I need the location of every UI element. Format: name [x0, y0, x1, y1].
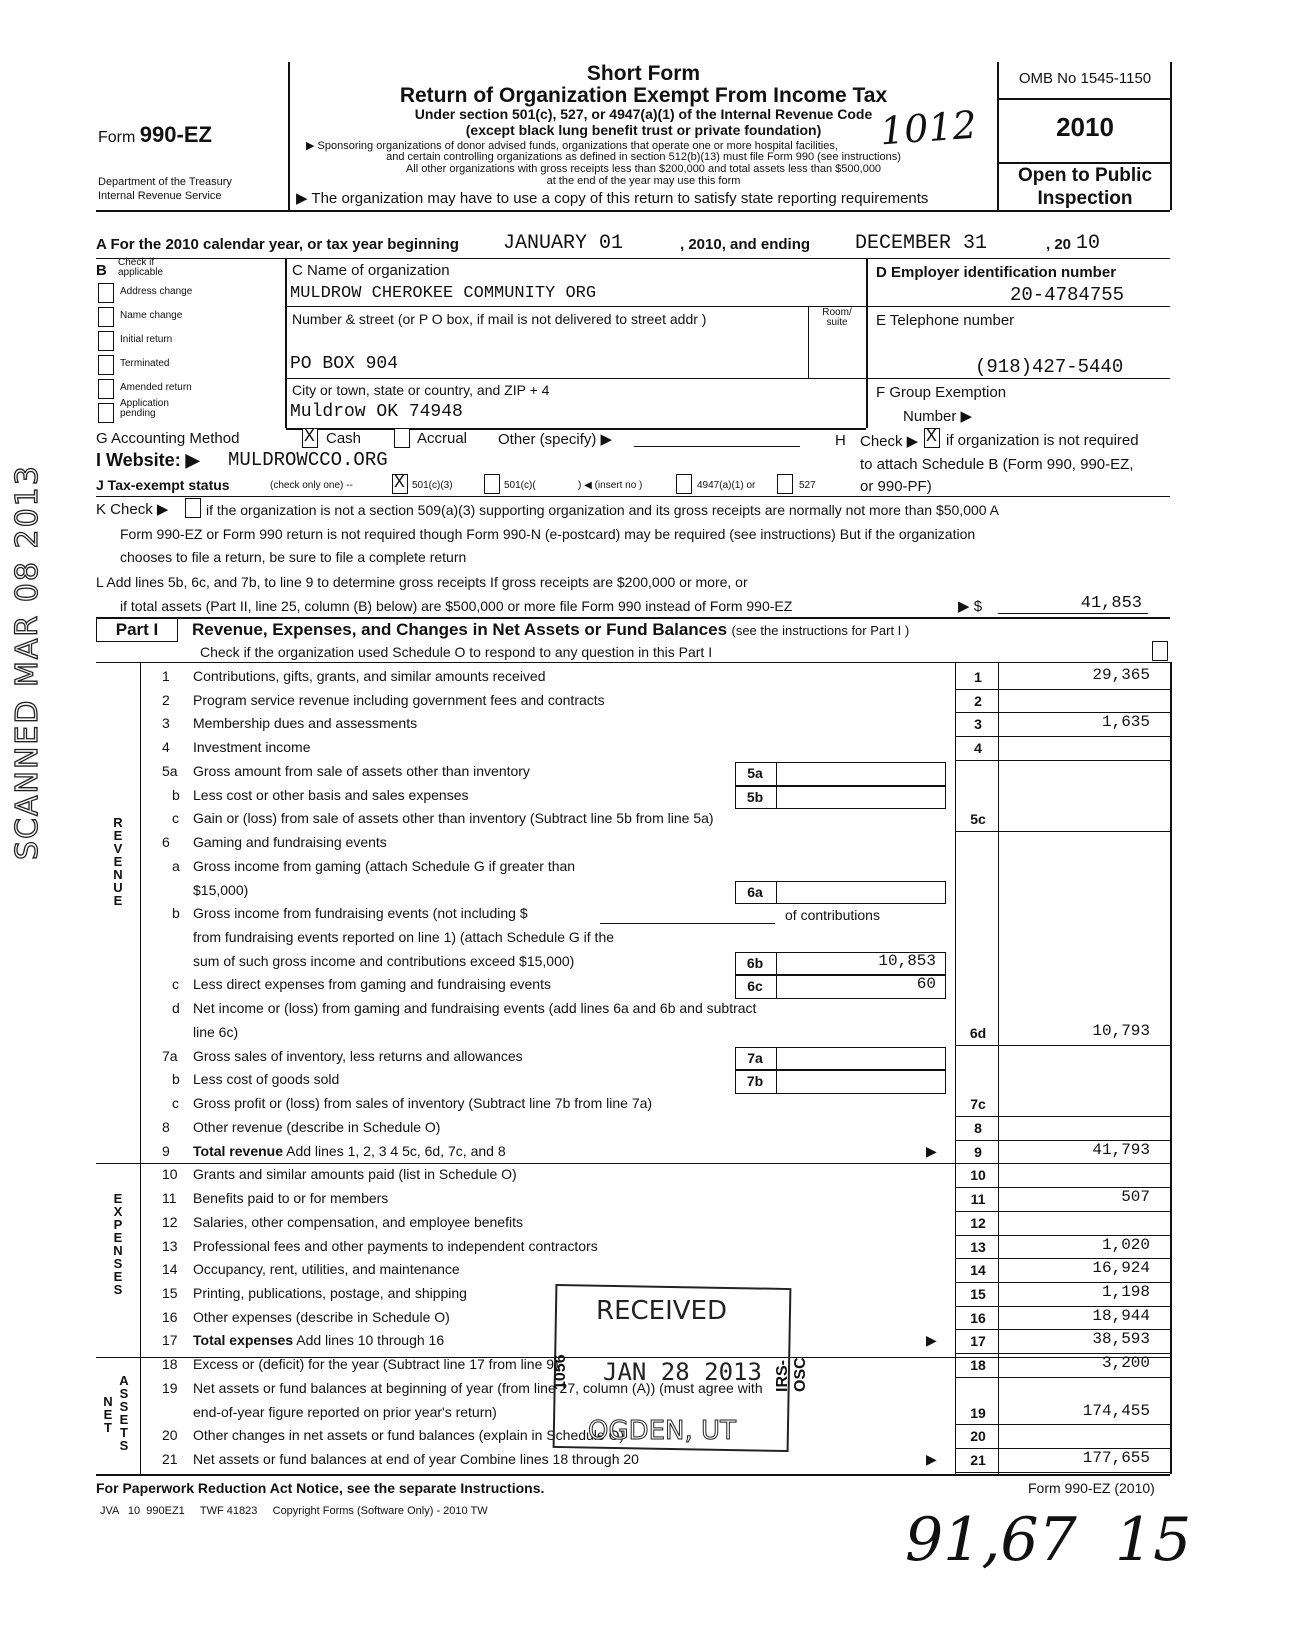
line-ref-15: 15 [970, 1285, 986, 1302]
line-description [193, 1095, 652, 1111]
line-amount-3[interactable]: 1,635 [1101, 713, 1150, 732]
k-text-2: Form 990-EZ or Form 990 return is not required though Form 990-N (e-postcard) may be required (see instructions) But if the organization [120, 526, 976, 542]
line-amount-15[interactable]: 1,198 [1101, 1282, 1150, 1301]
side-letter: E [119, 1412, 129, 1427]
sub-ref-6c: 6c [747, 978, 763, 995]
website-label: I Website: ▶ [96, 450, 200, 470]
line-number: c [172, 976, 179, 993]
sub-amount-box [776, 1070, 946, 1094]
line-ref-12: 12 [970, 1214, 986, 1231]
b-label: B [96, 262, 107, 279]
open-public-2: Inspection [1037, 188, 1133, 209]
501c-label: 501(c)( [504, 480, 536, 491]
line-description-text: Less cost of goods sold [193, 1071, 340, 1088]
line-description [193, 763, 530, 779]
side-letter: E [113, 1191, 123, 1206]
row-rule [955, 689, 1170, 690]
line-ref-10: 10 [970, 1167, 986, 1184]
line-description-text: Less direct expenses from gaming and fundraising events [193, 976, 551, 993]
line-description [193, 1285, 467, 1301]
h-text-2: to attach Schedule B (Form 990, 990-EZ, [860, 456, 1134, 473]
line-amount-16[interactable]: 18,944 [1092, 1306, 1150, 1325]
line-description-text: Occupancy, rent, utilities, and maintenance [193, 1261, 460, 1278]
k-checkbox[interactable] [185, 498, 201, 518]
line-description [193, 1048, 523, 1064]
line-ref-9: 9 [974, 1143, 982, 1160]
line-description-text: Excess or (deficit) for the year (Subtract line 17 from line 9) [193, 1356, 559, 1373]
line-description [193, 1190, 388, 1206]
tax-year-end[interactable]: DECEMBER 31 [855, 232, 988, 255]
cash-checkbox[interactable] [302, 428, 318, 448]
line-number: 15 [162, 1284, 178, 1301]
l-text-1: L Add lines 5b, 6c, and 7b, to line 9 to determine gross receipts If gross receipts are $200,000 or more, or [96, 574, 748, 590]
line-description-text: Gross profit or (loss) from sales of inventory (Subtract line 7b from line 7a) [193, 1095, 653, 1112]
side-letter: T [120, 1425, 128, 1440]
h-text-3: or 990-PF) [860, 478, 932, 495]
phone-value[interactable]: (918)427-5440 [975, 356, 1124, 378]
schedule-b-checkbox[interactable] [924, 428, 940, 448]
line-description [193, 882, 248, 898]
line-description-text: Less cost or other basis and sales expenses [193, 786, 469, 803]
other-method-label: Other (specify) ▶ [498, 431, 613, 448]
line-a-yr-label: , 20 [1046, 236, 1072, 253]
line-description [193, 1261, 460, 1277]
cash-label: Cash [326, 430, 362, 447]
phone-label: E Telephone number [876, 312, 1015, 329]
line-number: 14 [162, 1261, 178, 1278]
row-rule [955, 831, 1170, 832]
side-letter: S [113, 1282, 123, 1297]
line-description-text: Total expenses [193, 1332, 294, 1349]
line-description-text: from fundraising events reported on line 1) (attach Schedule G if the [193, 929, 615, 946]
line-description [193, 787, 469, 803]
form-reference: Form 990-EZ (2010) [1028, 1480, 1155, 1496]
terminated-checkbox[interactable] [98, 355, 114, 375]
row-rule [955, 1163, 1170, 1164]
line-number: 16 [162, 1308, 178, 1325]
line-description-text: Net assets or fund balances at beginning of year (from line 27, column (A)) (must agree with [193, 1379, 763, 1396]
room-suite-label: Room/ suite [822, 307, 852, 328]
line-description [193, 692, 605, 708]
line-amount-1[interactable]: 29,365 [1092, 666, 1150, 684]
total-arrow: ▶ [926, 1332, 937, 1349]
side-letter: R [113, 815, 123, 830]
title-short-form: Short Form [586, 62, 701, 85]
side-letter: E [113, 1269, 123, 1284]
line-description-text: Membership dues and assessments [193, 715, 418, 732]
line-number: b [172, 905, 180, 922]
line-description-text: Printing, publications, postage, and shipping [193, 1284, 467, 1301]
line-description-text: $15,000) [193, 881, 249, 898]
accrual-checkbox[interactable] [394, 428, 410, 448]
line-number: c [172, 1095, 179, 1112]
line-description-text: end-of-year figure reported on prior year's return) [193, 1403, 497, 1420]
sub-amount-box [776, 881, 946, 905]
line-description-text: sum of such gross income and contributions exceed $15,000) [193, 952, 575, 969]
address-change-checkbox[interactable] [98, 283, 114, 303]
line-description-text: line 6c) [193, 1023, 239, 1040]
line-number: 9 [162, 1142, 170, 1159]
received-side-right: IRS-OSC [774, 1357, 809, 1392]
sub-ref-6b: 6b [746, 954, 764, 971]
line-description [193, 1404, 497, 1420]
side-letter: V [113, 841, 123, 856]
line-ref-16: 16 [970, 1309, 986, 1326]
website-value[interactable]: MULDROWCCO.ORG [228, 449, 388, 471]
received-date: JAN 28 2013 [603, 1358, 762, 1386]
org-name[interactable]: MULDROW CHEROKEE COMMUNITY ORG [290, 284, 597, 303]
software-line: JVA 10 990EZ1 TWF 41823 Copyright Forms (Software Only) - 2010 TW [100, 1505, 488, 1517]
state-note: ▶ The organization may have to use a copy of this return to satisfy state reporting requirements [296, 190, 929, 207]
h-text-1: if organization is not required [946, 432, 1139, 449]
check-only-one: (check only one) -- [270, 480, 353, 491]
line-ref-7c: 7c [970, 1096, 986, 1113]
received-stamp [548, 1280, 809, 1458]
line-description-text: Net assets or fund balances at end of year Combine lines 18 through 20 [193, 1451, 639, 1468]
subtitle-2: (except black lung benefit trust or private foundation) [465, 122, 822, 138]
ein-label: D Employer identification number [876, 264, 1117, 281]
handwritten-number-top: 1012 [878, 102, 979, 154]
line-description [193, 1214, 523, 1230]
line-number: 1 [162, 668, 170, 684]
h-label: H [835, 432, 846, 449]
received-side-left: 1056 [552, 1354, 569, 1390]
subtitle-1: Under section 501(c), 527, or 4947(a)(1) of the Internal Revenue Code [414, 106, 873, 122]
k-text-3: chooses to file a return, be sure to file a complete return [120, 549, 467, 565]
line-description-text: Gross amount from sale of assets other than inventory [193, 762, 530, 779]
part1-heading [192, 620, 909, 640]
terminated-label: Terminated [120, 358, 170, 369]
side-letter: E [113, 828, 123, 843]
line-ref-8: 8 [974, 1119, 982, 1136]
sub-ref-7b: 7b [746, 1073, 764, 1090]
name-change-checkbox[interactable] [98, 307, 114, 327]
k-text-1: if the organization is not a section 509(a)(3) supporting organization and its gross receipts are normally not more than $50,000 A [206, 502, 1000, 518]
line-amount-21[interactable]: 177,655 [1082, 1449, 1150, 1468]
sub-ref-5b: 5b [746, 788, 764, 805]
part1-title: Revenue, Expenses, and Changes in Net Assets or Fund Balances [192, 620, 728, 639]
line-ref-1: 1 [974, 669, 982, 685]
501c3-checkbox[interactable] [392, 474, 408, 494]
form-number: 990-EZ [139, 122, 212, 147]
line-number: a [172, 857, 180, 874]
line-description-text: Other expenses (describe in Schedule O) [193, 1308, 450, 1325]
application-pending-checkbox[interactable] [98, 403, 114, 423]
line-description [193, 715, 417, 731]
line-description [193, 1332, 444, 1348]
part1-note: (see the instructions for Part I ) [731, 623, 910, 638]
line-amount-9[interactable]: 41,793 [1092, 1140, 1150, 1159]
line-number: 17 [162, 1332, 178, 1349]
name-change-label: Name change [120, 310, 183, 321]
line-ref-6d: 6d [969, 1024, 987, 1041]
handwritten-number-bottom: 91,67 15 [905, 1505, 1192, 1575]
line-number: 3 [162, 715, 170, 732]
line-description-text: Gross income from gaming (attach Schedule G if greater than [193, 857, 576, 874]
line-description [193, 858, 575, 874]
line-description-text: Salaries, other compensation, and employee benefits [193, 1213, 523, 1230]
row-rule [955, 1472, 1170, 1473]
line-amount-6d[interactable]: 10,793 [1092, 1021, 1150, 1040]
h-check-label: Check ▶ [860, 433, 919, 450]
line-ref-21: 21 [970, 1452, 986, 1469]
open-public-1: Open to Public [1017, 165, 1153, 186]
line-number: 12 [162, 1213, 178, 1230]
line-description-text: Benefits paid to or for members [193, 1190, 389, 1207]
tax-year-end-yr[interactable]: 10 [1076, 232, 1101, 255]
line-ref-3: 3 [974, 716, 982, 733]
line-description [193, 1119, 440, 1135]
sub-amount-6b[interactable]: 10,853 [878, 951, 936, 970]
line-description [193, 929, 614, 945]
line-description [193, 905, 528, 921]
side-letter: N [103, 1394, 113, 1409]
line-description-text: Gain or (loss) from sale of assets other than inventory (Subtract line 5b from line 5a) [193, 810, 714, 827]
dept-line2: Internal Revenue Service [98, 190, 222, 202]
line-description [193, 953, 574, 969]
line-ref-5c: 5c [970, 811, 986, 828]
501c3-label: 501(c)(3) [412, 480, 453, 491]
amended-return-label: Amended return [120, 382, 192, 393]
sub-ref-7a: 7a [747, 1049, 763, 1066]
row-rule [955, 1211, 1170, 1212]
line-description [193, 1309, 450, 1325]
line-description [193, 834, 387, 850]
accounting-method-label: G Accounting Method [96, 430, 240, 447]
city-label: City or town, state or country, and ZIP + 4 [292, 382, 550, 398]
b-check-if: Check if applicable [118, 257, 164, 278]
line-description-text: Other revenue (describe in Schedule O) [193, 1118, 441, 1135]
line-description-text: Gross sales of inventory, less returns and allowances [193, 1047, 523, 1064]
of-contributions-label: of contributions [785, 907, 880, 923]
line-ref-20: 20 [970, 1428, 986, 1445]
line-number: 19 [162, 1379, 178, 1396]
side-letter: S [119, 1386, 129, 1401]
received-city: OGDEN, UT [588, 1416, 736, 1446]
line-number: 7a [162, 1047, 178, 1064]
tax-year: 2010 [1056, 112, 1114, 142]
side-letter: N [113, 1243, 123, 1258]
line-description-text: Gaming and fundraising events [193, 834, 387, 851]
instr-4: at the end of the year may use this form [546, 175, 741, 187]
line-description [193, 668, 546, 684]
row-rule [955, 1377, 1170, 1378]
line-description-text: Program service revenue including government fees and contracts [193, 691, 605, 708]
org-name-label: C Name of organization [292, 262, 450, 279]
527-label: 527 [799, 480, 816, 491]
line-number: 4 [162, 739, 170, 756]
side-label-net [100, 1395, 116, 1434]
street-label: Number & street (or P O box, if mail is not delivered to street addr ) [292, 311, 707, 327]
line-description-text: Total revenue [193, 1142, 283, 1159]
total-arrow: ▶ [926, 1451, 937, 1468]
line-description [193, 1143, 506, 1159]
title-main: Return of Organization Exempt From Income Tax [399, 84, 888, 107]
4947-label: 4947(a)(1) or [697, 480, 756, 491]
sub-amount-6c[interactable]: 60 [916, 975, 936, 994]
4947-checkbox[interactable] [676, 474, 692, 494]
501c3-check-mark: X [394, 473, 405, 493]
side-label-assets [116, 1374, 132, 1452]
cash-check-mark: X [304, 427, 315, 447]
amended-return-checkbox[interactable] [98, 379, 114, 399]
line-number: 20 [162, 1427, 178, 1444]
total-arrow: ▶ [926, 1142, 937, 1159]
line-ref-14: 14 [970, 1262, 986, 1279]
l-text-2: if total assets (Part II, line 25, column (B) below) are $500,000 or more file Form 990 instead of Form 990-EZ [120, 598, 793, 614]
row-rule [955, 760, 1170, 761]
line-description [193, 1238, 598, 1254]
line-ref-11: 11 [970, 1191, 986, 1208]
527-checkbox[interactable] [777, 474, 793, 494]
sub-amount-box [776, 786, 946, 810]
side-letter: A [119, 1373, 129, 1388]
line-number: 6 [162, 834, 170, 851]
line-description [193, 810, 714, 826]
line-description-text: Net income or (loss) from gaming and fundraising events (add lines 6a and 6b and subtract [193, 1000, 757, 1017]
line-ref-19: 19 [970, 1404, 986, 1421]
line-number: b [172, 1071, 180, 1088]
side-letter: P [113, 1217, 123, 1232]
line-description-text: Gross income from fundraising events (not including $ [193, 905, 528, 922]
line-number: 21 [162, 1451, 178, 1468]
side-letter: S [119, 1399, 129, 1414]
side-letter: S [113, 1256, 123, 1271]
line-description [193, 1356, 559, 1372]
line-description [193, 1071, 339, 1087]
line-description [193, 1024, 238, 1040]
line-amount-11[interactable]: 507 [1121, 1188, 1150, 1207]
accrual-label: Accrual [417, 430, 468, 447]
omb-number: OMB No 1545-1150 [1018, 70, 1152, 87]
line-number: c [172, 810, 179, 827]
line-number: 2 [162, 691, 170, 708]
side-label-revenue [110, 816, 126, 907]
sub-ref-6a: 6a [747, 883, 763, 900]
sub-ref-5a: 5a [747, 764, 763, 781]
line-description-extra: Add lines 1, 2, 3 4 5c, 6d, 7c, and 8 [283, 1142, 506, 1159]
side-letter: E [113, 893, 123, 908]
line-ref-17: 17 [970, 1333, 986, 1350]
line-a-mid: , 2010, and ending [680, 236, 811, 253]
street-address[interactable]: PO BOX 904 [290, 354, 399, 374]
side-letter: E [113, 854, 123, 869]
sub-amount-box [776, 762, 946, 786]
form-label [98, 122, 212, 148]
l-arrow: ▶ $ [958, 598, 983, 615]
side-letter: U [113, 880, 123, 895]
city-state-zip[interactable]: Muldrow OK 74948 [290, 402, 463, 422]
group-exemption-label-2: Number ▶ [903, 408, 973, 425]
paperwork-notice: For Paperwork Reduction Act Notice, see the separate Instructions. [96, 1480, 545, 1496]
line-number: 11 [162, 1190, 177, 1207]
side-letter: T [104, 1420, 112, 1435]
group-exemption-label-1: F Group Exemption [876, 384, 1007, 401]
line-description [193, 976, 551, 992]
initial-return-label: Initial return [120, 334, 173, 345]
ein-value[interactable]: 20-4784755 [1010, 284, 1125, 306]
row-rule [955, 736, 1170, 737]
line-ref-18: 18 [970, 1357, 986, 1374]
line-description-text: Other changes in net assets or fund balances (explain in Schedule O) [193, 1427, 625, 1444]
row-rule [955, 1116, 1170, 1117]
501c-checkbox[interactable] [484, 474, 500, 494]
line-number: 8 [162, 1118, 170, 1135]
k-label: K Check ▶ [96, 501, 169, 518]
line-ref-2: 2 [974, 692, 982, 709]
schedule-o-checkbox[interactable] [1152, 641, 1168, 661]
application-pending-label: Application pending [120, 398, 169, 419]
initial-return-checkbox[interactable] [98, 331, 114, 351]
row-rule [955, 1424, 1170, 1425]
line-number: d [172, 1000, 180, 1017]
form-prefix: Form [98, 129, 136, 146]
instr-3: All other organizations with gross receipts less than $200,000 and total assets less than $500,000 [405, 163, 882, 175]
side-letter: E [113, 1230, 123, 1245]
line-amount-14[interactable]: 16,924 [1092, 1259, 1150, 1278]
dept-line1: Department of the Treasury [98, 176, 232, 188]
line-description-text: Investment income [193, 739, 311, 756]
side-letter: S [119, 1438, 129, 1453]
insert-no-label: ) ◀ (insert no ) [578, 480, 643, 491]
line-ref-4: 4 [974, 740, 982, 757]
address-change-label: Address change [120, 286, 193, 297]
line-description [193, 739, 311, 755]
line-description-text: Grants and similar amounts paid (list in Schedule O) [193, 1166, 517, 1183]
side-letter: N [113, 867, 123, 882]
scanned-stamp: SCANNED MAR 08 2013 [10, 464, 45, 860]
part1-label: Part I [96, 618, 178, 642]
tax-year-begin[interactable]: JANUARY 01 [503, 232, 624, 255]
line-number: 5a [162, 762, 178, 779]
line-a-label: A For the 2010 calendar year, or tax year beginning [96, 236, 459, 253]
received-text: RECEIVED [596, 1296, 727, 1326]
line-description [193, 1000, 756, 1016]
line-description-text: Contributions, gifts, grants, and similar amounts received [193, 668, 546, 684]
line-number: b [172, 786, 180, 803]
side-letter: X [113, 1204, 123, 1219]
line-description [193, 1166, 517, 1182]
tax-exempt-label: J Tax-exempt status [96, 477, 230, 493]
line-number: 18 [162, 1356, 178, 1373]
line-amount-13[interactable]: 1,020 [1101, 1235, 1150, 1254]
line-amount-17[interactable]: 38,593 [1092, 1330, 1150, 1349]
side-label-expenses [110, 1192, 126, 1296]
line-ref-13: 13 [970, 1238, 986, 1255]
gross-receipts-amount[interactable]: 41,853 [1080, 594, 1142, 613]
line-amount-18[interactable]: 3,200 [1101, 1354, 1150, 1373]
side-letter: E [103, 1407, 113, 1422]
line-number: 10 [162, 1166, 178, 1183]
part1-check-line: Check if the organization used Schedule O to respond to any question in this Part I [200, 644, 713, 660]
instr-2: and certain controlling organizations as defined in section 512(b)(13) must file Form 990 (see instructions) [386, 151, 901, 163]
line-amount-19[interactable]: 174,455 [1082, 1401, 1150, 1420]
schedule-b-check-mark: X [926, 427, 937, 447]
line-description-extra: Add lines 10 through 16 [293, 1332, 445, 1349]
row-rule [955, 1045, 1170, 1046]
line-description-text: Professional fees and other payments to independent contractors [193, 1237, 598, 1254]
line-number: 13 [162, 1237, 178, 1254]
instr-1: ▶ Sponsoring organizations of donor advised funds, organizations that operate one or more hospital facilities, [306, 140, 838, 152]
sub-amount-box [776, 1047, 946, 1071]
